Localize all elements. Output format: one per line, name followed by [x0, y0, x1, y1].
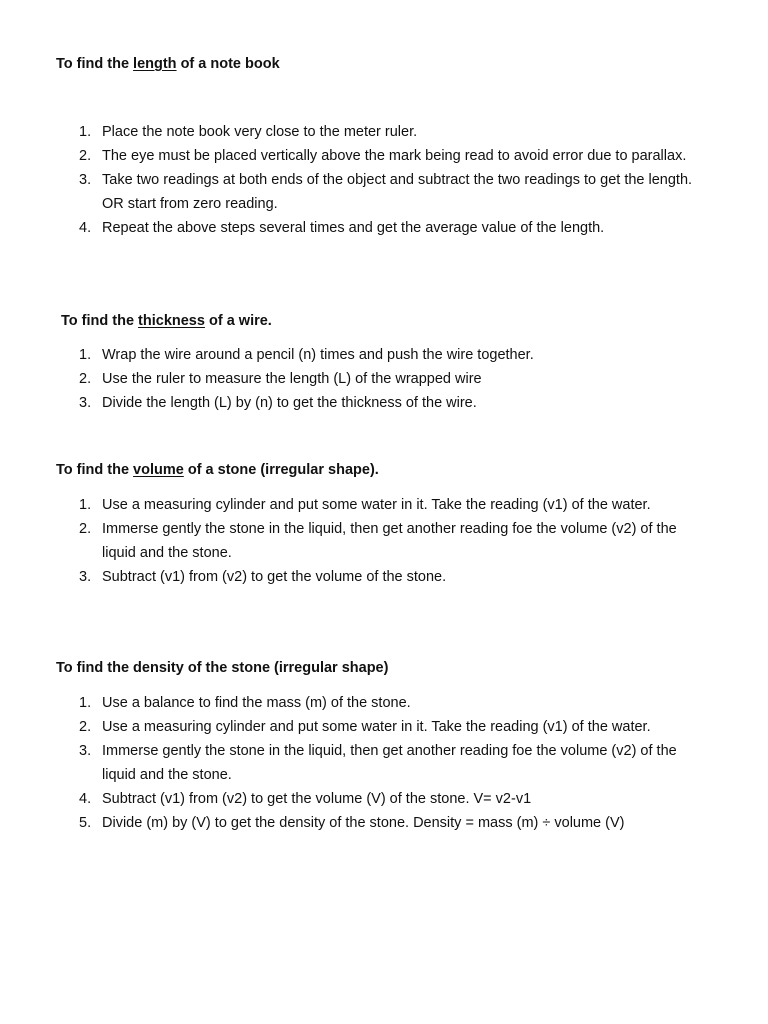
step-number: 3. — [79, 172, 92, 188]
step-number: 3. — [79, 395, 92, 411]
list-item — [0, 715, 768, 739]
step-text: Divide (m) by (V) to get the density of the stone. Density = mass (m) ÷ volume (V) — [102, 815, 625, 831]
step-text: Use the ruler to measure the length (L) of the wrapped wire — [102, 371, 482, 387]
section-heading-volume — [56, 460, 379, 480]
step-number: 2. — [79, 148, 92, 164]
heading-suffix: of a stone (irregular shape). — [183, 462, 379, 478]
step-number: 1. — [79, 124, 92, 140]
step-number: 3. — [79, 569, 92, 585]
list-item — [0, 120, 768, 144]
step-text: Immerse gently the stone in the liquid, then get another reading foe the volume (v2) of the liquid and the stone. — [102, 743, 677, 783]
heading-keyword: volume — [133, 462, 184, 478]
list-item — [0, 787, 768, 811]
step-text: Take two readings at both ends of the object and subtract the two readings to get the length. OR start from zero reading. — [102, 172, 693, 212]
section-heading-length — [56, 54, 280, 74]
step-text: Use a measuring cylinder and put some water in it. Take the reading (v1) of the water. — [102, 497, 651, 513]
step-number: 1. — [79, 497, 92, 513]
list-item — [0, 811, 768, 835]
step-number: 2. — [79, 371, 92, 387]
steps-list-volume — [0, 493, 768, 589]
step-text: Use a balance to find the mass (m) of the stone. — [102, 695, 411, 711]
list-item — [0, 144, 768, 168]
steps-list-thickness — [0, 343, 768, 415]
list-item — [0, 691, 768, 715]
heading-keyword: length — [133, 56, 177, 72]
list-item — [0, 216, 768, 240]
step-text: Subtract (v1) from (v2) to get the volume of the stone. — [102, 569, 447, 585]
step-text: Subtract (v1) from (v2) to get the volume (V) of the stone. V= v2-v1 — [102, 791, 532, 807]
step-number: 1. — [79, 695, 92, 711]
section-heading-density — [56, 658, 388, 678]
section-heading-thickness — [61, 311, 272, 331]
step-text: Wrap the wire around a pencil (n) times and push the wire together. — [102, 347, 534, 363]
step-text: Divide the length (L) by (n) to get the thickness of the wire. — [102, 395, 477, 411]
steps-list-length — [0, 120, 768, 240]
step-number: 3. — [79, 743, 92, 759]
step-number: 4. — [79, 220, 92, 236]
list-item — [0, 367, 768, 391]
heading-suffix: of a wire. — [204, 313, 272, 329]
list-item — [0, 391, 768, 415]
step-number: 5. — [79, 815, 92, 831]
heading-prefix: To find the — [61, 313, 139, 329]
list-item — [0, 517, 768, 565]
heading-prefix: To find the — [56, 462, 134, 478]
step-number: 2. — [79, 719, 92, 735]
step-number: 1. — [79, 347, 92, 363]
heading-prefix: To find the — [56, 56, 134, 72]
step-text: Immerse gently the stone in the liquid, then get another reading foe the volume (v2) of the liquid and the stone. — [102, 521, 677, 561]
list-item — [0, 739, 768, 787]
step-text: Use a measuring cylinder and put some water in it. Take the reading (v1) of the water. — [102, 719, 651, 735]
step-text: The eye must be placed vertically above the mark being read to avoid error due to parallax. — [102, 148, 687, 164]
heading-keyword: thickness — [138, 313, 205, 329]
step-number: 2. — [79, 521, 92, 537]
step-text: Place the note book very close to the meter ruler. — [102, 124, 418, 140]
heading-suffix: of a note book — [176, 56, 280, 72]
steps-list-density — [0, 691, 768, 835]
list-item — [0, 168, 768, 216]
step-text: Repeat the above steps several times and get the average value of the length. — [102, 220, 605, 236]
list-item — [0, 565, 768, 589]
list-item — [0, 343, 768, 367]
list-item — [0, 493, 768, 517]
step-number: 4. — [79, 791, 92, 807]
heading-prefix: To find the density of the stone (irregular shape) — [56, 660, 389, 676]
